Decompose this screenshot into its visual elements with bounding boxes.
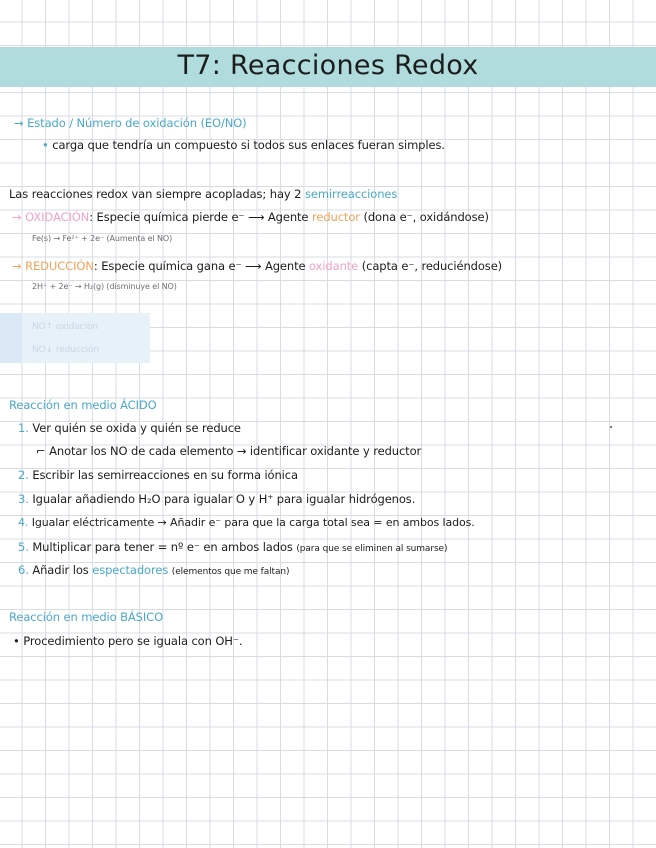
basico-text: Procedimiento pero se iguala con OH⁻.	[23, 634, 243, 648]
oxidacion-example: Fe(s) → Fe²⁺ + 2e⁻ (Aumenta el NO)	[32, 234, 173, 243]
step-number: 4.	[18, 516, 29, 529]
estado-definition	[42, 138, 445, 152]
oxidacion-line	[12, 210, 489, 224]
bullet-icon: •	[13, 634, 20, 648]
reduccion-tail: (capta e⁻, reduciéndose)	[361, 259, 503, 273]
step-text: Igualar añadiendo H₂O para igualar O y H⁺ para igualar hidrógenos.	[32, 492, 416, 506]
acido-step-1	[18, 421, 241, 435]
intro-line	[9, 187, 397, 201]
acido-step-6	[18, 563, 289, 577]
estado-line	[14, 116, 247, 130]
step-text: Igualar eléctricamente → Añadir e⁻ para que la carga total sea = en ambos lados.	[31, 516, 475, 529]
step-number: 1.	[18, 421, 29, 435]
bullet-icon: •	[42, 138, 49, 152]
reduccion-agent: oxidante	[309, 259, 359, 273]
basico-heading: Reacción en medio BÁSICO	[9, 610, 164, 624]
reduccion-example: 2H⁺ + 2e⁻ → H₂(g) (disminuye el NO)	[32, 282, 177, 291]
reduccion-label: REDUCCIÓN	[25, 259, 94, 273]
step-text: Anotar los NO de cada elemento → identificar oxidante y reductor	[49, 444, 422, 458]
acido-step-1-sub	[36, 444, 421, 458]
stray-dot	[610, 426, 612, 428]
step-tail: (elementos que me faltan)	[171, 567, 290, 577]
estado-def-text: carga que tendría un compuesto si todos sus enlaces fueran simples.	[52, 138, 445, 152]
step-marker: ⌐	[36, 444, 46, 458]
summary-line-2: NO↓ reducción	[32, 345, 99, 355]
page-title: T7: Reacciones Redox	[177, 50, 479, 81]
step-highlight: espectadores	[92, 563, 169, 577]
arrow-icon: →	[12, 210, 22, 224]
step-text: Añadir los	[32, 563, 89, 577]
reduccion-text: : Especie química gana e⁻ ⟶ Agente	[93, 259, 306, 273]
step-text: Ver quién se oxida y quién se reduce	[32, 421, 241, 435]
summary-line-1: NO↑ oxidación	[32, 322, 98, 332]
acido-heading: Reacción en medio ÁCIDO	[9, 398, 157, 412]
step-number: 5.	[18, 540, 29, 554]
step-number: 2.	[18, 468, 29, 482]
step-text: Escribir las semirreacciones en su forma iónica	[32, 468, 298, 482]
step-number: 3.	[18, 492, 29, 506]
basico-line	[13, 634, 242, 648]
step-note: (para que se eliminen al sumarse)	[296, 544, 448, 554]
acido-step-3	[18, 492, 415, 506]
oxidacion-agent: reductor	[311, 210, 360, 224]
oxidacion-text: : Especie química pierde e⁻ ⟶ Agente	[89, 210, 309, 224]
arrow-icon: →	[14, 116, 24, 130]
summary-box	[0, 313, 150, 363]
acido-step-2	[18, 468, 298, 482]
arrow-icon: →	[12, 259, 22, 273]
oxidacion-label: OXIDACIÓN	[25, 210, 90, 224]
intro-text: Las reacciones redox van siempre acopladas; hay 2	[9, 187, 302, 201]
intro-highlight: semirreacciones	[304, 187, 398, 201]
reduccion-line	[12, 259, 502, 273]
estado-label: Estado / Número de oxidación (EO/NO)	[27, 116, 247, 130]
step-number: 6.	[18, 563, 29, 577]
summary-box-strip	[0, 313, 22, 363]
acido-step-4	[18, 516, 475, 529]
step-text: Multiplicar para tener = nº e⁻ en ambos lados	[32, 540, 293, 554]
acido-step-5	[18, 540, 447, 554]
oxidacion-tail: (dona e⁻, oxidándose)	[363, 210, 489, 224]
